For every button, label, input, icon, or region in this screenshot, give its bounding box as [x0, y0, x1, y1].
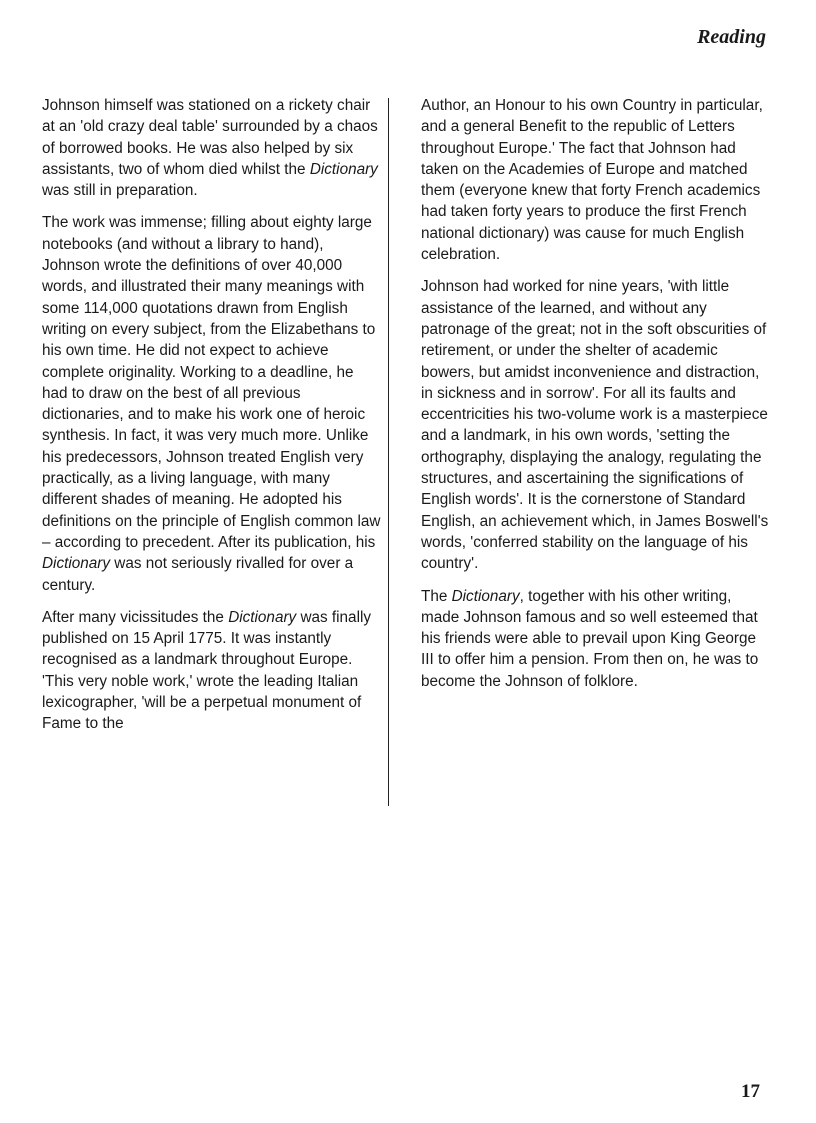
paragraph-text: After many vicissitudes the	[42, 608, 229, 626]
paragraph	[421, 276, 771, 574]
paragraph-text: was still in preparation.	[42, 182, 198, 200]
paragraph-text: Author, an Honour to his own Country in particular, and a general Benefit to the republic of Letters throughout Europe.' The fact that Johnson had taken on the Academies of Europe and matched them (everyone knew that forty French academics had taken forty years to produce the first French national dictionary) was cause for much English celebration.	[421, 97, 763, 264]
paragraph	[42, 212, 382, 595]
paragraph-text: , together with his other writing, made Johnson famous and so well esteemed that his friends were able to prevail upon King George III to offer him a pension. From then on, he was to become the Johnson of folklore.	[421, 587, 759, 690]
paragraph	[421, 586, 771, 692]
paragraph-text: was finally published on 15 April 1775. It was instantly recognised as a landmark throughout Europe. 'This very noble work,' wrote the leading Italian lexicographer, 'will be a perpetual monument of Fame to the	[42, 608, 372, 733]
italic-title: Dictionary	[309, 160, 378, 178]
paragraph	[42, 607, 382, 735]
page-number: 17	[741, 1081, 760, 1102]
paragraph	[421, 95, 771, 265]
paragraph-text: The	[421, 587, 452, 605]
italic-title: Dictionary	[42, 555, 111, 573]
italic-title: Dictionary	[451, 587, 520, 605]
paragraph	[42, 95, 382, 201]
italic-title: Dictionary	[228, 608, 297, 626]
running-head: Reading	[697, 26, 766, 48]
paragraph-text: Johnson himself was stationed on a rickety chair at an 'old crazy deal table' surrounded by a chaos of borrowed books. He was also helped by six assistants, two of whom died whilst the	[42, 97, 378, 178]
paragraph-text: was not seriously rivalled for over a century.	[42, 555, 354, 594]
paragraph-text: Johnson had worked for nine years, 'with little assistance of the learned, and without any patronage of the great; not in the soft obscurities of retirement, or under the shelter of academic bowers, but amidst inconvenience and distraction, in sickness and in sorrow'. For all its faults and eccentricities his two-volume work is a masterpiece and a landmark, in his own words, 'setting the orthography, displaying the analogy, regulating the structures, and ascertaining the significations of English words'. It is the cornerstone of Standard English, an achievement which, in James Boswell's words, 'conferred stability on the language of his country'.	[421, 278, 769, 573]
left-column	[42, 95, 382, 746]
paragraph-text: The work was immense; filling about eighty large notebooks (and without a library to hand), Johnson wrote the definitions of over 40,000 words, and illustrated their many meanings with some 114,000 quotations drawn from English writing on every subject, from the Elizabethans to his own time. He did not expect to achieve complete originality. Working to a deadline, he had to draw on the best of all previous dictionaries, and to make his work one of heroic synthesis. In fact, it was very much more. Unlike his predecessors, Johnson treated English very practically, as a living language, with many different shades of meaning. He adopted his definitions on the principle of English common law – according to precedent. After its publication, his	[42, 214, 381, 551]
right-column	[421, 95, 771, 703]
column-divider	[388, 98, 389, 806]
